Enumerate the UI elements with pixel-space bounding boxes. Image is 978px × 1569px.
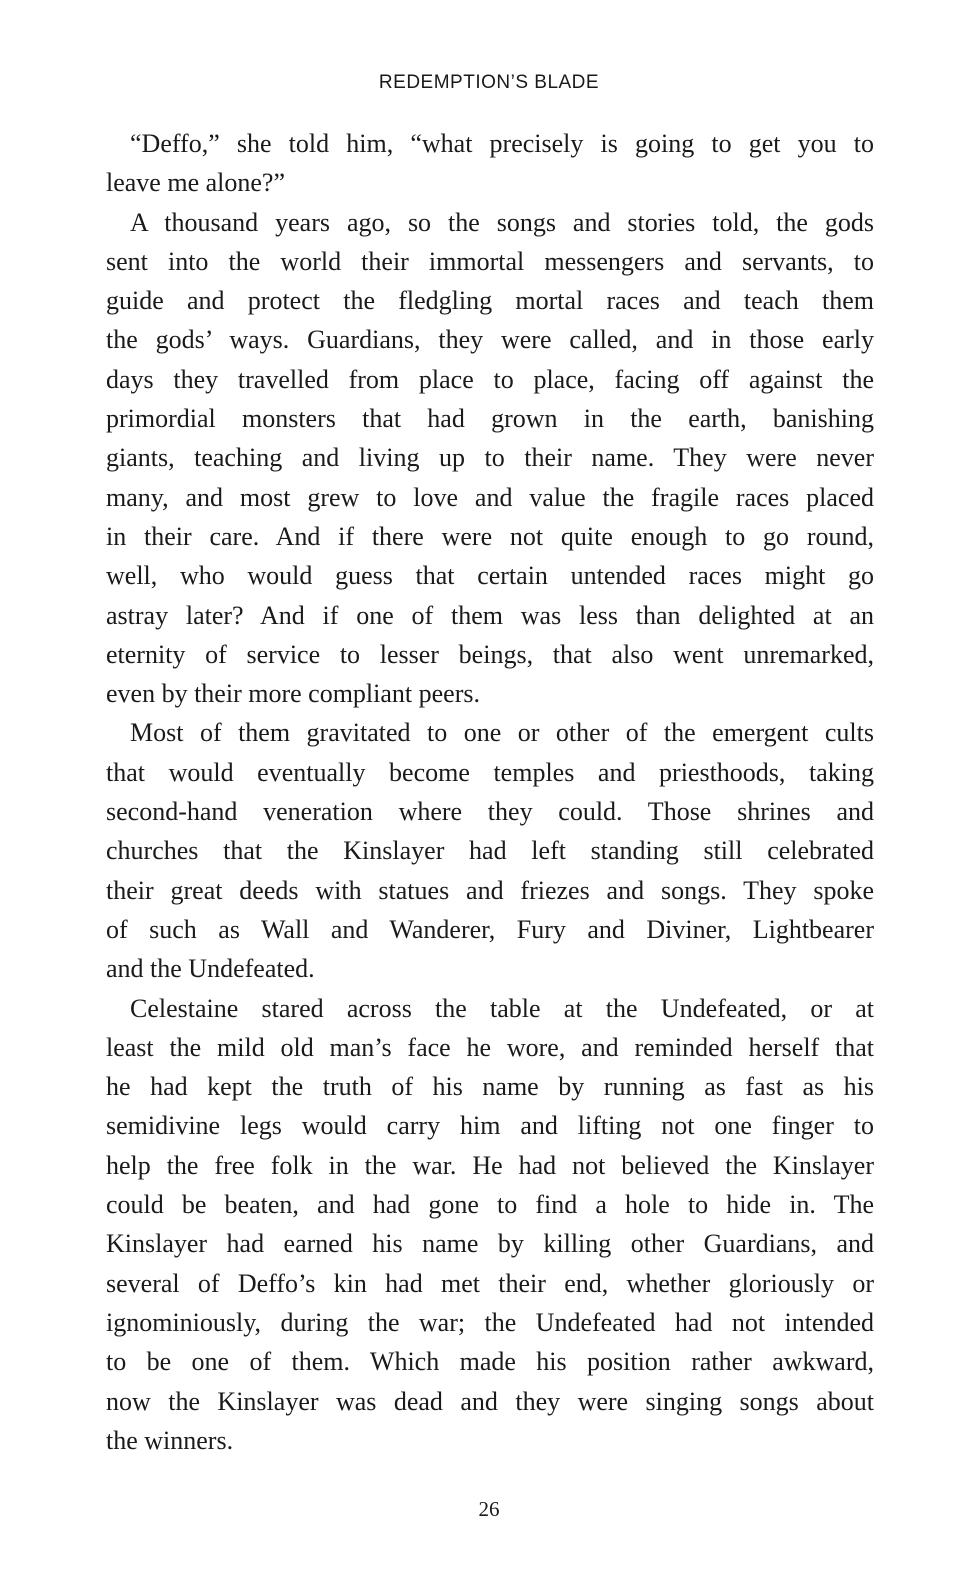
text-line: guide and protect the fledgling mortal races and teach them	[106, 286, 874, 316]
text-line: the winners.	[106, 1425, 234, 1455]
text-line: several of Deffo’s kin had met their end, whether gloriously or	[106, 1268, 874, 1298]
text-line: well, who would guess that certain untended races might go	[106, 561, 874, 591]
text-line: could be beaten, and had gone to find a hole to hide in. The	[106, 1190, 874, 1220]
text-line: their great deeds with statues and friezes and songs. They spoke	[106, 875, 874, 905]
text-line: Celestaine stared across the table at the Undefeated, or at	[130, 993, 874, 1023]
page-number: 26	[478, 1497, 500, 1521]
text-line: churches that the Kinslayer had left standing still celebrated	[106, 836, 874, 866]
text-line: Kinslayer had earned his name by killing other Guardians, and	[106, 1229, 874, 1259]
text-line: many, and most grew to love and value the fragile races placed	[106, 482, 874, 512]
text-line: that would eventually become temples and priesthoods, taking	[106, 757, 874, 787]
text-line: eternity of service to lesser beings, that also went unremarked,	[106, 639, 874, 669]
text-line: A thousand years ago, so the songs and stories told, the gods	[130, 207, 874, 237]
text-line: semidivine legs would carry him and lifting not one finger to	[106, 1111, 874, 1141]
text-line: primordial monsters that had grown in the earth, banishing	[106, 404, 874, 434]
text-line: help the free folk in the war. He had not believed the Kinslayer	[106, 1150, 874, 1180]
text-line: sent into the world their immortal messengers and servants, to	[106, 246, 874, 276]
text-line: Most of them gravitated to one or other of the emergent cults	[130, 718, 874, 748]
paragraph-1	[106, 124, 874, 203]
text-line: even by their more compliant peers.	[106, 679, 480, 709]
running-head: REDEMPTION’S BLADE	[378, 72, 600, 93]
paragraph-3	[106, 713, 874, 988]
text-line: of such as Wall and Wanderer, Fury and Diviner, Lightbearer	[106, 914, 874, 944]
paragraph-4	[106, 989, 874, 1461]
text-line: he had kept the truth of his name by running as fast as his	[106, 1072, 874, 1102]
text-line: “Deffo,” she told him, “what precisely is going to get you to	[130, 129, 874, 158]
body-text	[106, 124, 874, 1460]
text-line: the gods’ ways. Guardians, they were called, and in those early	[106, 325, 874, 355]
text-line: now the Kinslayer was dead and they were singing songs about	[106, 1386, 874, 1416]
text-line: least the mild old man’s face he wore, and reminded herself that	[106, 1032, 874, 1062]
text-line: days they travelled from place to place, facing off against the	[106, 364, 874, 394]
text-line: giants, teaching and living up to their name. They were never	[106, 443, 874, 473]
text-line: leave me alone?”	[106, 168, 285, 198]
paragraph-2	[106, 203, 874, 714]
text-line: and the Undefeated.	[106, 954, 315, 984]
text-line: to be one of them. Which made his position rather awkward,	[106, 1347, 874, 1377]
text-line: second-hand veneration where they could. Those shrines and	[106, 797, 874, 827]
text-line: ignominiously, during the war; the Undefeated had not intended	[106, 1307, 874, 1337]
text-line: in their care. And if there were not quite enough to go round,	[106, 521, 874, 551]
text-line: astray later? And if one of them was less than delighted at an	[106, 600, 874, 630]
